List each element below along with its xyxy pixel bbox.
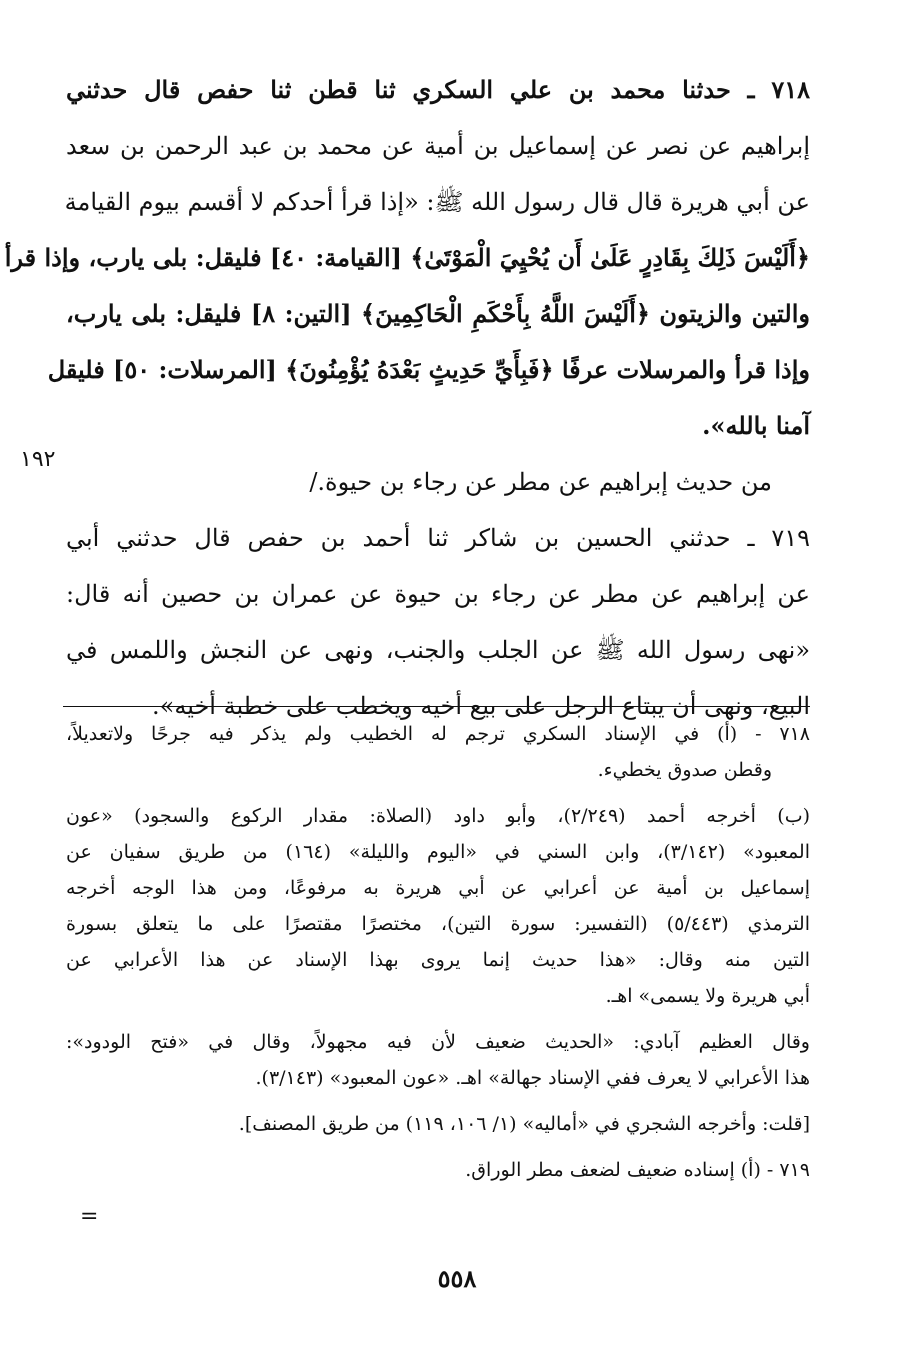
footnote-line: التين منه وقال: «هذا حديث إنما يروى بهذا الإسناد عن هذا الأعرابي عن <box>66 949 810 971</box>
text-line: آمنا بالله». <box>702 411 810 440</box>
footnote-separator <box>63 706 810 707</box>
text-line: البيع، ونهى أن يبتاع الرجل على بيع أخيه ويخطب على خطبة أخيه». <box>152 692 810 720</box>
continuation-mark: = <box>80 1204 99 1229</box>
footnote-line: المعبود» (٣/١٤٢)، وابن السني في «اليوم والليلة» (١٦٤) من طريق سفيان عن <box>66 841 810 863</box>
footnote-line: ٧١٩ - (أ) إسناده ضعيف لضعف مطر الوراق. <box>465 1159 810 1181</box>
margin-page-reference: ١٩٢ <box>20 447 56 472</box>
text-line: عن أبي هريرة قال قال رسول الله ﷺ: «إذا قرأ أحدكم لا أقسم بيوم القيامة <box>64 188 810 216</box>
text-line: ٧١٩ ـ حدثني الحسين بن شاكر ثنا أحمد بن حفص قال حدثني أبي <box>66 524 810 552</box>
footnote-line: وقال العظيم آبادي: «الحديث ضعيف لأن فيه مجهولاً، وقال في «فتح الودود»: <box>66 1031 810 1053</box>
text-line: ٧١٨ ـ حدثنا محمد بن علي السكري ثنا قطن ثنا حفص قال حدثني <box>66 75 810 104</box>
footnote-line: هذا الأعرابي لا يعرف ففي الإسناد جهالة» اهـ. «عون المعبود» (٣/١٤٣). <box>255 1067 810 1089</box>
text-line: إبراهيم عن نصر عن إسماعيل بن أمية عن محمد بن عبد الرحمن بن سعد <box>66 132 810 160</box>
text-line: وإذا قرأ والمرسلات عرفًا ﴿فَبِأَيِّ حَدِيثٍ بَعْدَهُ يُؤْمِنُونَ﴾ [المرسلات: ٥٠] فليقل <box>47 355 810 384</box>
footnotes <box>66 716 810 1188</box>
text-line: عن إبراهيم عن مطر عن رجاء بن حيوة عن عمران بن حصين أنه قال: <box>66 580 810 608</box>
footnote-line: [قلت: وأخرجه الشجري في «أماليه» (١/ ١٠٦، ١١٩) من طريق المصنف]. <box>238 1113 810 1135</box>
footnote-line: أبي هريرة ولا يسمى» اهـ. <box>605 985 810 1007</box>
footnote-line: الترمذي (٥/٤٤٣) (التفسير: سورة التين)، مختصرًا مقتصرًا على ما يتعلق بسورة <box>66 913 810 935</box>
page-number: ٥٥٨ <box>437 1264 477 1293</box>
footnote-line: (ب) أخرجه أحمد (٢/٢٤٩)، وأبو داود (الصلاة: مقدار الركوع والسجود) «عون <box>66 805 810 827</box>
text-line: «نهى رسول الله ﷺ عن الجلب والجنب، ونهى عن النجش واللمس في <box>66 636 810 664</box>
text-line: ﴿أَلَيْسَ ذَلِكَ بِقَادِرٍ عَلَىٰ أَن يُحْيِيَ الْمَوْتَىٰ﴾ [القيامة: ٤٠] فليقل: بلى يارب، وإذا قرأ <box>4 243 810 272</box>
footnote-line: إسماعيل بن أمية عن أعرابي عن أبي هريرة به مرفوعًا، ومن هذا الوجه أخرجه <box>66 877 810 899</box>
footnote-line: وقطن صدوق يخطيء. <box>597 759 772 781</box>
text-line: والتين والزيتون ﴿أَلَيْسَ اللَّهُ بِأَحْكَمِ الْحَاكِمِينَ﴾ [التين: ٨] فليقل: بلى يارب، <box>66 299 810 328</box>
footnote-line: ٧١٨ - (أ) في الإسناد السكري ترجم له الخطيب ولم يذكر فيه جرحًا ولاتعديلاً، <box>66 723 810 745</box>
text-line: من حديث إبراهيم عن مطر عن رجاء بن حيوة./ <box>309 468 772 496</box>
